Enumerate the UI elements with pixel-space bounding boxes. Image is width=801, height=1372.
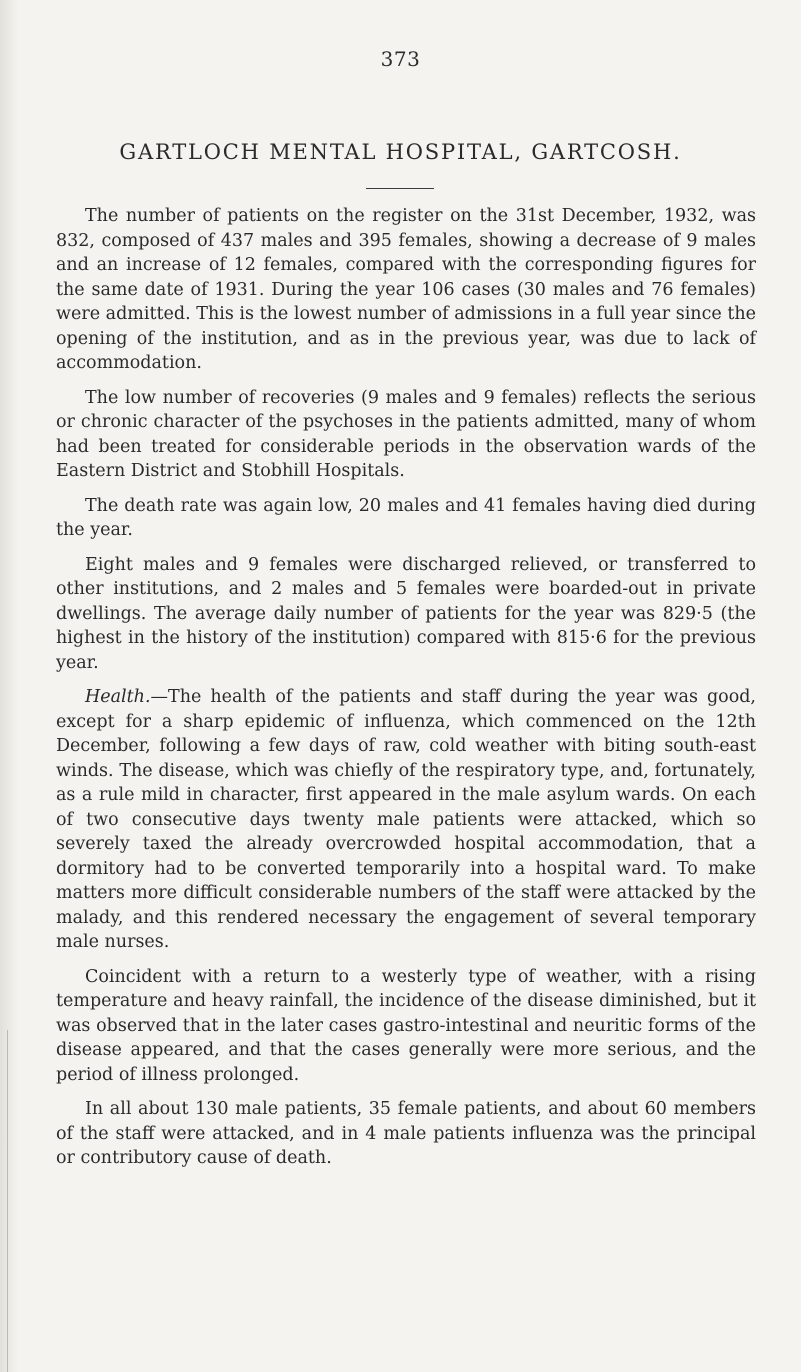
body-text (56, 204, 756, 1181)
page-heading: GARTLOCH MENTAL HOSPITAL, GARTCOSH. (119, 140, 682, 164)
page-number: 373 (380, 47, 421, 71)
heading-rule (366, 188, 434, 189)
paragraph-text: Eight males and 9 females were discharged relieved, or transferred to other institutions, and 2 males and 5 females were boarded-out in private dwellings. The average daily number of patients for the year was 829·5 (the highest in the history of the institution) compared with 815·6 for the previous year. (56, 554, 756, 673)
paragraph-text: The low number of recoveries (9 males and 9 females) reflects the serious or chronic character of the psychoses in the patients admitted, many of whom had been treated for considerable periods in the observation wards of the Eastern District and Stobhill Hospitals. (56, 387, 756, 481)
paragraph-death-rate (56, 494, 756, 543)
paragraph-register (56, 204, 756, 376)
paragraph-text: Coincident with a return to a westerly type of weather, with a rising temperature and heavy rainfall, the incidence of the disease diminished, but it was observed that in the later cases gastro-intestinal and neuritic forms of the disease appeared, and that the cases generally were more serious, and the period of illness prolonged. (56, 966, 756, 1085)
page-edge-shadow (0, 0, 18, 1372)
paragraph-text: —The health of the patients and staff during the year was good, except for a sharp epidemic of influenza, which commenced on the 12th December, following a few days of raw, cold weather with biting south-east winds. The disease, which was chiefly of the respiratory type, and, fortunately, as a rule mild in character, first appeared in the male asylum wards. On each of two consecutive days twenty male patients were attacked, which so severely taxed the already overcrowded hospital accommodation, that a dormitory had to be converted temporarily into a hospital ward. To make matters more difficult considerable numbers of the staff were attacked by the malady, and this rendered necessary the engagement of several temporary male nurses. (56, 687, 756, 952)
paragraph-discharges (56, 553, 756, 676)
paragraph-recoveries (56, 386, 756, 484)
paragraph-text: The number of patients on the register on the 31st December, 1932, was 832, composed of 437 males and 395 females, showing a decrease of 9 males and an increase of 12 females, compared with the corresponding figures for the same date of 1931. During the year 106 cases (30 males and 76 females) were admitted. This is the lowest number of admissions in a full year since the opening of the institution, and as in the previous year, was due to lack of accommodation. (56, 206, 756, 373)
section-lead-health: Health. (85, 687, 151, 707)
paragraph-text: The death rate was again low, 20 males and 41 females having died during the year. (56, 495, 756, 540)
paragraph-health (56, 685, 756, 955)
paragraph-text: In all about 130 male patients, 35 female patients, and about 60 members of the staff were attacked, and in 4 male patients influenza was the principal or contributory cause of death. (56, 1099, 756, 1168)
paragraph-totals (56, 1097, 756, 1171)
margin-line (7, 1030, 8, 1372)
paragraph-weather (56, 965, 756, 1088)
